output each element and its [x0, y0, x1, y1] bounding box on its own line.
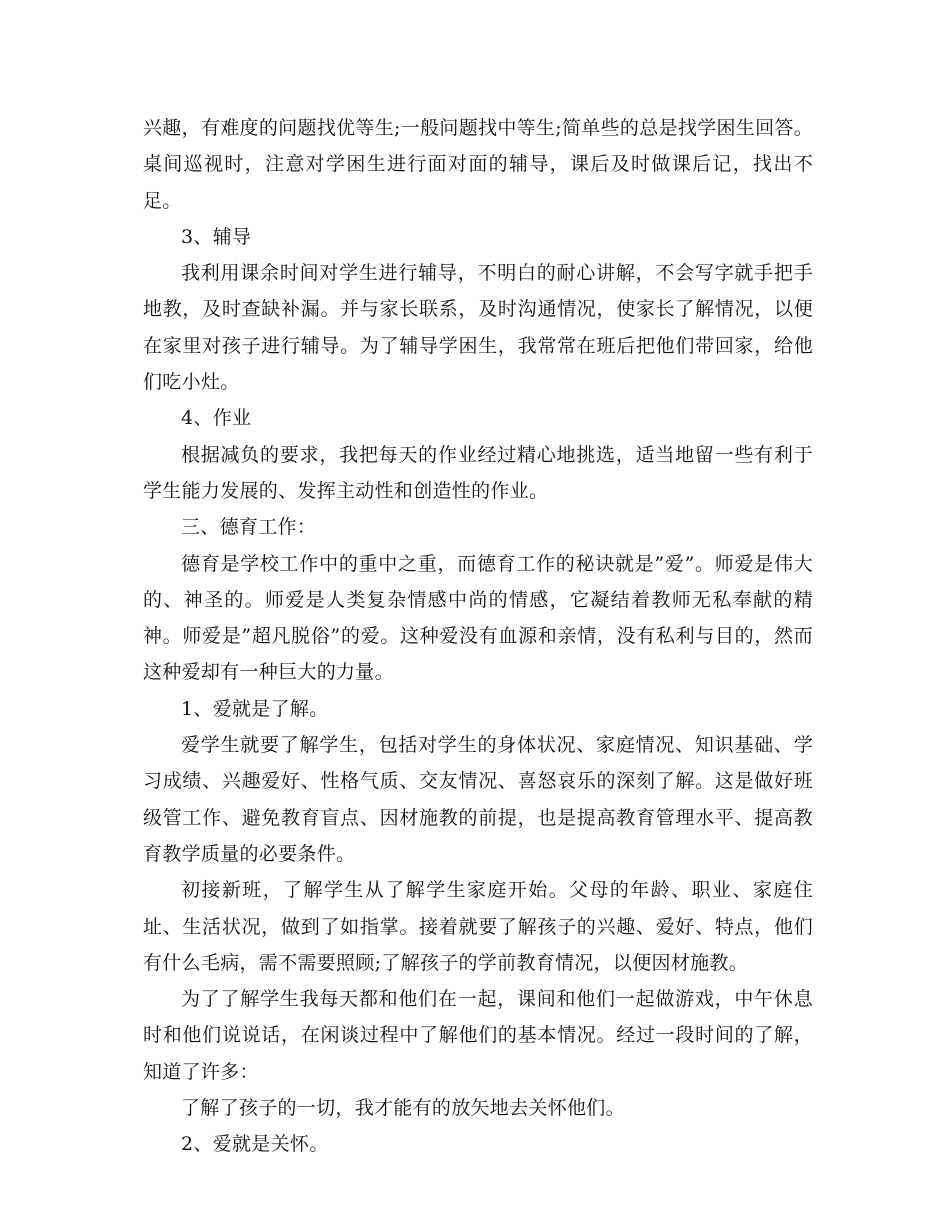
paragraph: 为了了解学生我每天都和他们在一起，课间和他们一起做游戏，中午休息时和他们说说话，在闲谈过程中了解他们的基本情况。经过一段时间的了解，知道了许多：	[143, 988, 813, 1083]
paragraph: 德育是学校工作中的重中之重，而德育工作的秘诀就是”爱”。师爱是伟大的、神圣的。师爱是人类复杂情感中尚的情感，它凝结着教师无私奉献的精神。师爱是”超凡脱俗”的爱。这种爱没有血源和亲情，没有私利与目的，然而这种爱却有一种巨大的力量。	[143, 552, 813, 684]
section-heading: 2、爱就是关怀。	[181, 1133, 329, 1156]
section-heading: 3、辅导	[181, 225, 252, 248]
paragraph: 根据减负的要求，我把每天的作业经过精心地挑选，适当地留一些有利于学生能力发展的、发挥主动性和创造性的作业。	[143, 443, 813, 502]
section-heading: 4、作业	[181, 407, 252, 430]
section-heading: 1、爱就是了解。	[181, 697, 329, 720]
paragraph: 了解了孩子的一切，我才能有的放矢地去关怀他们。	[181, 1097, 625, 1120]
paragraph: 兴趣，有难度的问题找优等生;一般问题找中等生;简单些的总是找学困生回答。桌间巡视时，注意对学困生进行面对面的辅导，课后及时做课后记，找出不足。	[143, 117, 813, 212]
paragraph: 爱学生就要了解学生，包括对学生的身体状况、家庭情况、知识基础、学习成绩、兴趣爱好、性格气质、交友情况、喜怒哀乐的深刻了解。这是做好班级管工作、避免教育盲点、因材施教的前提，也是提高教育管理水平、提高教育教学质量的必要条件。	[143, 734, 813, 865]
document-body	[143, 110, 813, 1163]
paragraph: 我利用课余时间对学生进行辅导，不明白的耐心讲解，不会写字就手把手地教，及时查缺补漏。并与家长联系，及时沟通情况，使家长了解情况，以便在家里对孩子进行辅导。为了辅导学困生，我常常在班后把他们带回家，给他们吃小灶。	[143, 262, 813, 394]
section-heading: 三、德育工作：	[181, 516, 317, 539]
paragraph: 初接新班，了解学生从了解学生家庭开始。父母的年龄、职业、家庭住址、生活状况，做到了如指掌。接着就要了解孩子的兴趣、爱好、特点，他们有什么毛病，需不需要照顾;了解孩子的学前教育情况，以便因材施教。	[143, 879, 813, 974]
